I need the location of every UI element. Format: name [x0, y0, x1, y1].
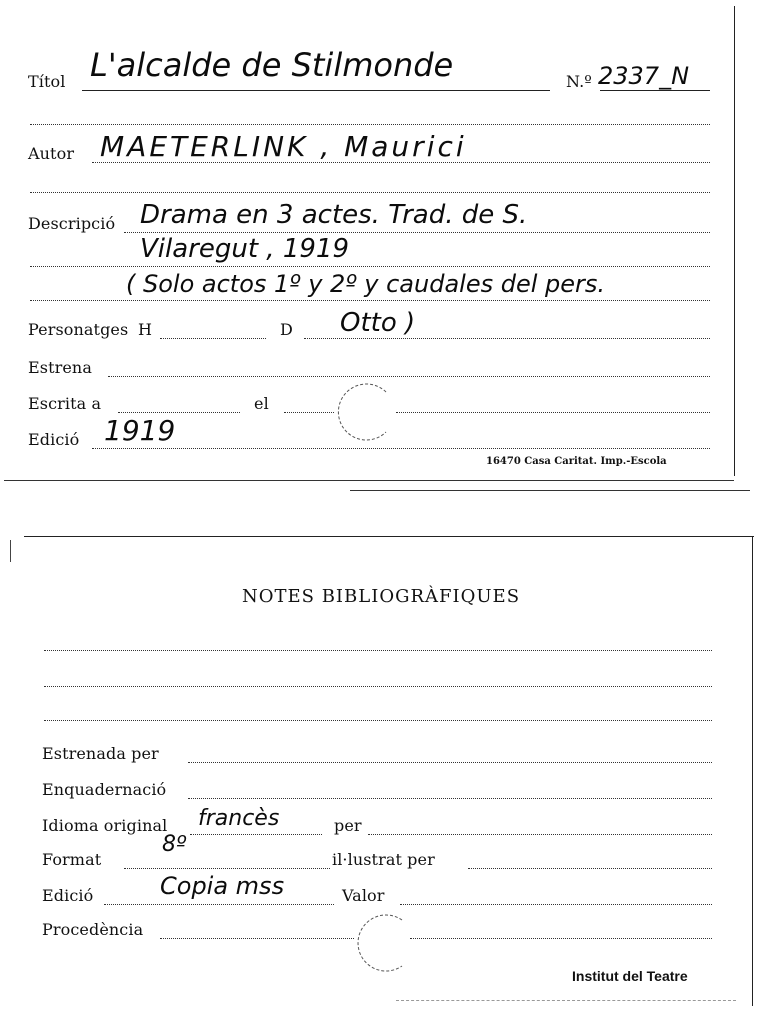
provenance-line-a — [160, 938, 354, 939]
description-line-2 — [30, 266, 710, 267]
binding-line — [188, 798, 712, 799]
title-value: L'alcalde de Stilmonde — [90, 46, 454, 84]
title-label: Títol — [28, 72, 66, 91]
description-line-3 — [30, 300, 710, 301]
provenance-line-b — [410, 938, 712, 939]
description-value-3: ( Solo actos 1º y 2º y caudales del pers. — [126, 270, 606, 298]
translated-by-line — [368, 834, 712, 835]
written-place-line — [118, 412, 240, 413]
illustrated-by-label: il·lustrat per — [332, 850, 435, 869]
characters-d-value: Otto ) — [340, 308, 416, 338]
description-value-1: Drama en 3 actes. Trad. de S. — [140, 200, 528, 230]
title-line — [82, 90, 550, 91]
author-label: Autor — [28, 144, 75, 163]
author-value: MAETERLINK , Maurici — [100, 130, 467, 163]
edition-bottom-line — [104, 904, 334, 905]
premiere-label: Estrena — [28, 358, 92, 377]
description-line-1 — [124, 232, 710, 233]
punch-hole-top-icon — [328, 380, 398, 444]
edition-line — [92, 448, 710, 449]
edition-bottom-label: Edició — [42, 886, 94, 905]
translated-by-label: per — [334, 816, 362, 835]
description-value-2: Vilaregut , 1919 — [140, 234, 349, 264]
edition-label: Edició — [28, 430, 80, 449]
characters-d-line — [304, 338, 710, 339]
characters-h-line — [160, 338, 266, 339]
premiered-by-label: Estrenada per — [42, 744, 159, 763]
printer-imprint: 16470 Casa Caritat. Imp.-Escola — [486, 456, 667, 467]
card-bottom-left-edge — [10, 540, 11, 562]
written-date-line-a — [284, 412, 334, 413]
written-date-line-b — [396, 412, 710, 413]
format-line — [124, 868, 330, 869]
description-label: Descripció — [28, 214, 116, 233]
number-value: 2337_N — [598, 62, 690, 90]
edition-value: 1919 — [104, 414, 176, 447]
value-line — [400, 904, 712, 905]
value-label: Valor — [342, 886, 385, 905]
written-label: Escrita a — [28, 394, 102, 413]
characters-label: Personatges — [28, 320, 129, 339]
binding-label: Enquadernació — [42, 780, 167, 799]
notes-line-1 — [44, 650, 712, 651]
original-language-line — [190, 834, 322, 835]
premiered-by-line — [188, 762, 712, 763]
written-date-label: el — [254, 394, 269, 413]
edition-bottom-value: Copia mss — [160, 872, 285, 900]
number-line — [600, 90, 710, 91]
institution-name: Institut del Teatre — [572, 968, 688, 984]
notes-line-2 — [44, 686, 712, 687]
format-label: Format — [42, 850, 102, 869]
card-bottom-bottom-edge — [396, 1000, 736, 1001]
card-top-bottom-edge — [4, 480, 734, 481]
card-bottom-top-edge — [350, 490, 750, 491]
premiere-line — [108, 376, 710, 377]
notes-line-3 — [44, 720, 712, 721]
characters-d-label: D — [280, 320, 293, 339]
title-continuation-line — [30, 124, 710, 125]
original-language-value: francès — [198, 806, 280, 831]
punch-hole-bottom-icon — [350, 910, 414, 976]
provenance-label: Procedència — [42, 920, 144, 939]
card-bottom-top-border — [24, 536, 754, 537]
original-language-label: Idioma original — [42, 816, 168, 835]
number-label: N.º — [566, 72, 592, 91]
notes-heading: NOTES BIBLIOGRÀFIQUES — [242, 586, 521, 607]
characters-h-label: H — [138, 320, 153, 339]
format-value: 8º — [162, 832, 187, 857]
illustrated-by-line — [468, 868, 712, 869]
author-continuation-line — [30, 192, 710, 193]
